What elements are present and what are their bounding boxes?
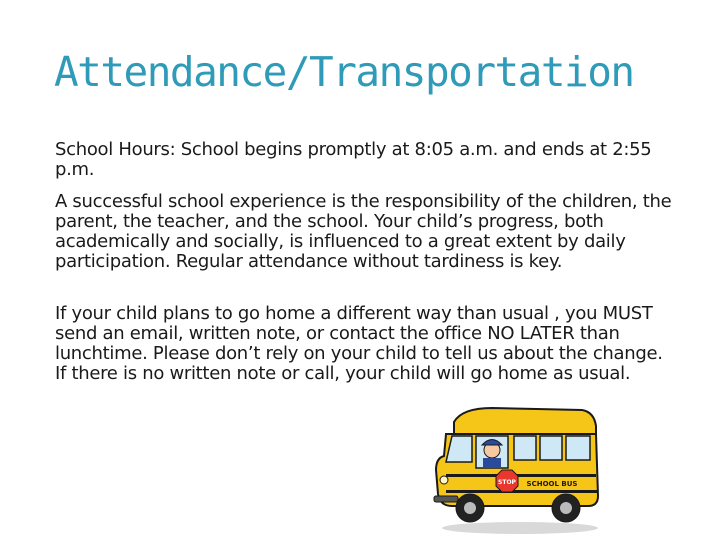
bus-roof (454, 408, 596, 434)
slide-title: Attendance/Transportation (54, 48, 634, 96)
bus-shadow (442, 522, 598, 534)
bus-window (540, 436, 562, 460)
attendance-paragraph: A successful school experience is the responsibility of the children, the parent, the teacher, and the school. Your child’s progress, both academically and socially, is influenced to a great extent by daily participation. Regular attendance without tardiness is key. (55, 191, 672, 272)
bus-stripe (446, 474, 596, 477)
rear-wheel-hub (560, 502, 572, 514)
bus-window (566, 436, 590, 460)
school-bus-icon (432, 400, 602, 535)
school-hours-paragraph: School Hours: School begins promptly at 8:05 a.m. and ends at 2:55 p.m. (55, 139, 652, 180)
bus-bumper (434, 496, 458, 502)
stop-sign-text: STOP (498, 479, 516, 486)
transportation-paragraph: If your child plans to go home a different way than usual , you MUST send an email, written note, or contact the office NO LATER than lunchtime. Please don’t rely on your child to tell us about the change. If there is no written note or call, your child will go home as usual. (55, 303, 663, 384)
school-bus-label: SCHOOL BUS (526, 480, 578, 488)
bus-window (514, 436, 536, 460)
bus-headlight (440, 476, 448, 484)
bus-stripe (446, 490, 598, 493)
driver-uniform (483, 458, 501, 468)
front-wheel-hub (464, 502, 476, 514)
